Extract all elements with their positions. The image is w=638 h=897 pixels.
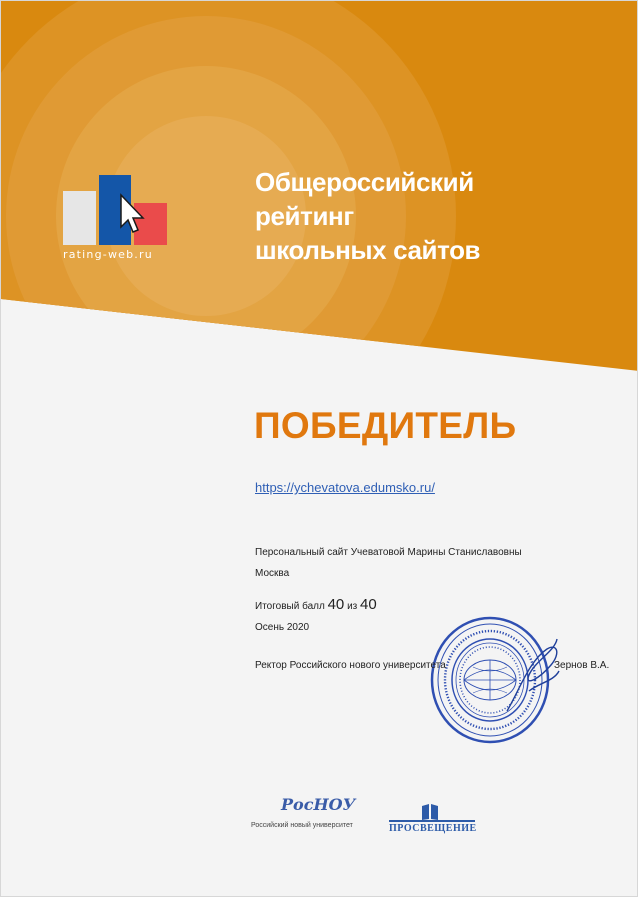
site-link[interactable]: https://ychevatova.edumsko.ru/ — [255, 480, 435, 495]
prosveshchenie-logo: ПРОСВЕЩЕНИЕ — [389, 823, 477, 834]
score-label: Итоговый балл — [255, 601, 325, 612]
header-background — [1, 1, 638, 897]
book-icon — [420, 803, 440, 821]
rating-web-logo-icon — [63, 173, 171, 247]
score-value: 40 — [327, 596, 345, 613]
season: Осень 2020 — [255, 622, 310, 633]
rector-label: Ректор Российского нового университета — [255, 660, 446, 671]
title-line: рейтинг — [255, 201, 354, 231]
award-title: ПОБЕДИТЕЛЬ — [254, 405, 517, 446]
city: Москва — [255, 568, 290, 579]
logo-text: rating-web.ru — [63, 248, 153, 261]
title-line: Общероссийский — [255, 167, 474, 197]
score-line — [255, 596, 377, 613]
rating-title — [255, 165, 615, 267]
site-name: Персональный сайт Учеватовой Марины Станиславовны — [255, 547, 522, 558]
rosnou-logo: РосНОУ — [281, 795, 356, 814]
rosnou-caption: Российский новый университет — [251, 822, 353, 829]
rector-signature — [499, 631, 569, 721]
prosveshchenie-underline — [389, 820, 475, 822]
rector-name: Зернов В.А. — [554, 660, 610, 671]
score-max: 40 — [360, 596, 377, 613]
title-line: школьных сайтов — [255, 235, 481, 265]
score-separator: из — [347, 601, 358, 612]
